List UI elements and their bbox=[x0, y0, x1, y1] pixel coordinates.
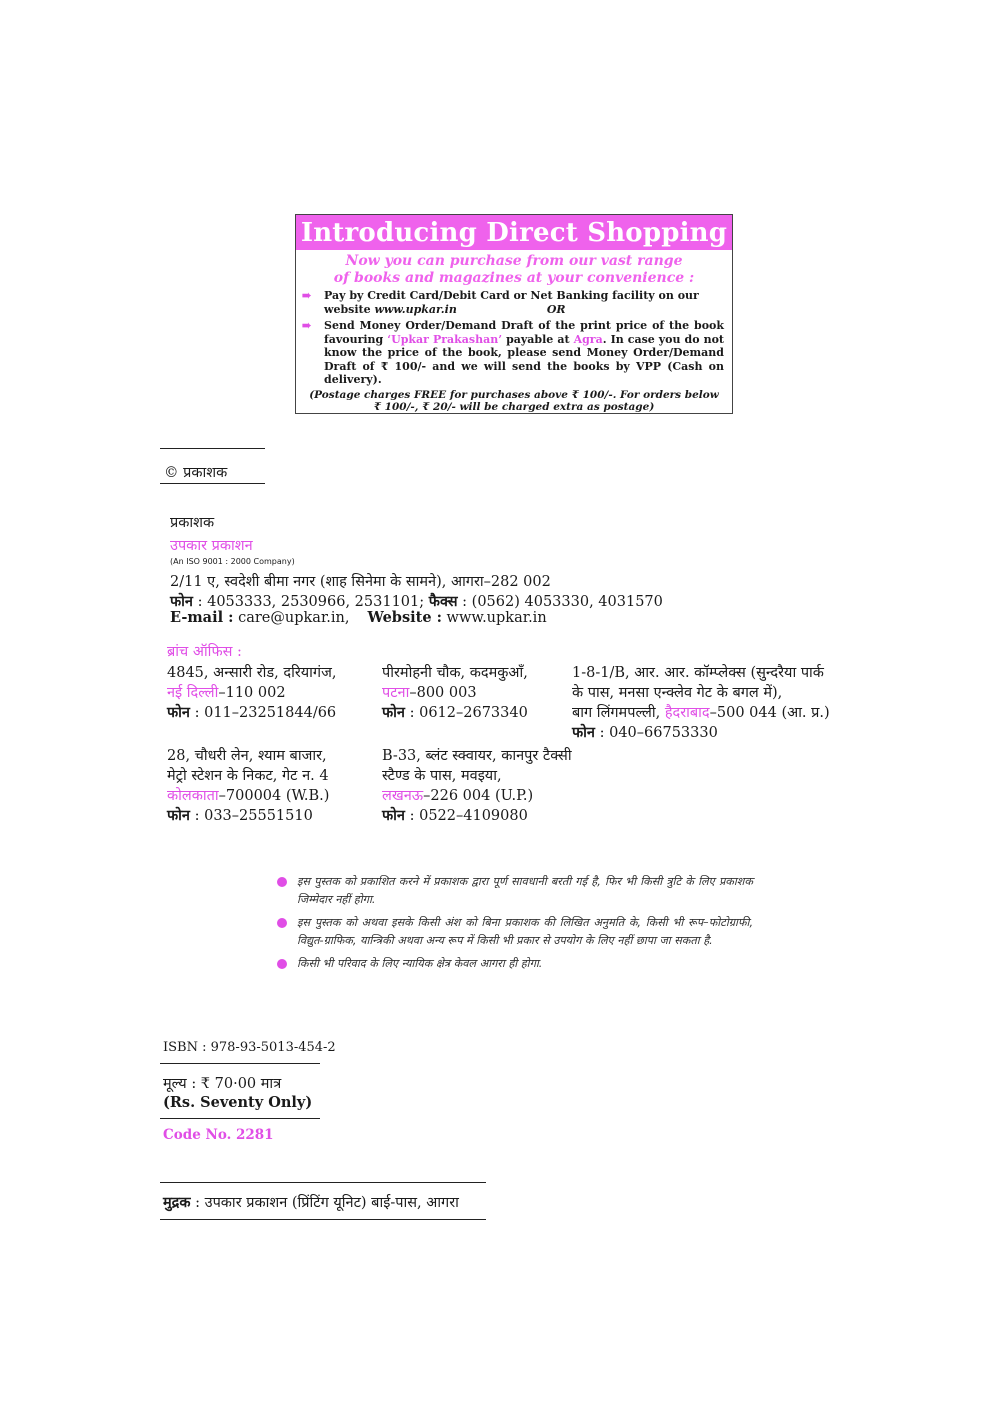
branch-pin: –110 002 bbox=[218, 685, 286, 701]
note-item bbox=[277, 873, 753, 909]
website-label: Website : bbox=[367, 609, 442, 626]
note-item bbox=[277, 914, 753, 950]
ad-payable-city: Agra bbox=[573, 332, 603, 346]
branch-pin: –700004 (W.B.) bbox=[218, 788, 330, 804]
branch-address: पीरमोहनी चौक, कदमकुआँ, bbox=[382, 665, 528, 681]
branch-address-line-3: बाग लिंगमपल्ली, bbox=[572, 705, 665, 721]
ad-subtitle bbox=[296, 253, 732, 287]
phone-label: फोन bbox=[382, 704, 405, 721]
branch-address: 28, चौधरी लेन, श्याम बाजार, bbox=[167, 748, 327, 764]
divider bbox=[160, 1063, 320, 1064]
printer-label: मुद्रक bbox=[163, 1194, 191, 1211]
ad-website-link[interactable]: www.upkar.in bbox=[374, 302, 457, 316]
ad-item-online-website bbox=[324, 303, 724, 317]
note-text: किसी भी परिवाद के लिए न्यायिक क्षेत्र केवल आगरा ही होगा. bbox=[297, 957, 543, 970]
publisher-contact bbox=[170, 609, 547, 626]
publisher-email[interactable]: care@upkar.in, bbox=[233, 610, 350, 626]
branch-phone: : 033–25551510 bbox=[189, 808, 313, 824]
note-item bbox=[277, 955, 753, 973]
price-english: (Rs. Seventy Only) bbox=[163, 1094, 313, 1111]
divider bbox=[160, 483, 265, 484]
ad-money-order-rest: . In case you do not know the price of the book, please send Money Order/Demand Draft of ₹ 100/- and we will send the books by VPP (Cash on delivery). bbox=[324, 332, 725, 386]
bullet-icon bbox=[277, 918, 287, 928]
branch-hyderabad bbox=[572, 663, 830, 743]
branch-delhi bbox=[167, 663, 336, 723]
ad-item-online-text: Pay by Credit Card/Debit Card or Net Banking facility on our bbox=[324, 289, 699, 302]
arrow-icon: ➠ bbox=[302, 319, 312, 332]
ad-subtitle-line-2: of books and magazines at your convenience : bbox=[333, 270, 695, 286]
note-text: इस पुस्तक को प्रकाशित करने में प्रकाशक द्वारा पूर्ण सावधानी बरती गई है, फिर भी किसी त्रुटि के लिए प्रकाशक जिम्मेदार नहीं होगा. bbox=[297, 875, 753, 906]
phone-label: फोन bbox=[382, 807, 405, 824]
publisher-address: 2/11 ए, स्वदेशी बीमा नगर (शाह सिनेमा के सामने), आगरा–282 002 bbox=[170, 574, 551, 590]
branch-heading: ब्रांच ऑफिस : bbox=[167, 644, 242, 660]
ad-postage-note-line-1: (Postage charges FREE for purchases above ₹ 100/-. For orders below bbox=[309, 388, 719, 401]
branch-phone: : 0522–4109080 bbox=[404, 808, 528, 824]
phone-label: फोन bbox=[170, 593, 193, 610]
copyright-text: © प्रकाशक bbox=[164, 465, 228, 481]
ad-item-money-order bbox=[296, 319, 732, 387]
publisher-website[interactable]: www.upkar.in bbox=[441, 610, 547, 626]
branch-city: लखनऊ bbox=[382, 788, 424, 804]
branch-lucknow bbox=[382, 746, 572, 826]
ad-payee-name: ‘Upkar Prakashan’ bbox=[387, 332, 503, 346]
branch-phone: : 011–23251844/66 bbox=[189, 705, 337, 721]
legal-notes bbox=[277, 873, 753, 978]
bullet-icon bbox=[277, 959, 287, 969]
branch-address-line-2: स्टैण्ड के पास, मवइया, bbox=[382, 768, 502, 784]
branch-phone: : 0612–2673340 bbox=[404, 705, 528, 721]
publisher-phone-fax bbox=[170, 591, 663, 611]
ad-title: Introducing Direct Shopping bbox=[296, 215, 732, 250]
divider bbox=[160, 1219, 486, 1220]
branch-pin: –500 044 (आ. प्र.) bbox=[709, 705, 830, 721]
bullet-icon bbox=[277, 877, 287, 887]
ad-item-online bbox=[296, 289, 732, 316]
branch-address-line-2: के पास, मनसा एन्क्लेव गेट के बगल में), bbox=[572, 685, 783, 701]
divider bbox=[160, 1182, 486, 1183]
branch-city: नई दिल्ली bbox=[167, 685, 219, 701]
arrow-icon: ➠ bbox=[302, 289, 312, 302]
printer-text: : उपकार प्रकाशन (प्रिंटिंग यूनिट) बाई-पास, आगरा bbox=[190, 1195, 459, 1211]
phone-label: फोन bbox=[167, 807, 190, 824]
branch-patna bbox=[382, 663, 528, 723]
branch-pin: –226 004 (U.P.) bbox=[423, 788, 534, 804]
branch-address: 4845, अन्सारी रोड, दरियागंज, bbox=[167, 665, 337, 681]
publisher-name: उपकार प्रकाशन bbox=[170, 538, 253, 554]
divider bbox=[160, 1118, 320, 1119]
branch-address: B-33, ब्लंट स्क्वायर, कानपुर टैक्सी bbox=[382, 748, 572, 764]
publisher-iso: (An ISO 9001 : 2000 Company) bbox=[170, 557, 295, 566]
price: मूल्य : ₹ 70·00 मात्र bbox=[163, 1076, 282, 1092]
branch-kolkata bbox=[167, 746, 329, 826]
note-text: इस पुस्तक को अथवा इसके किसी अंश को बिना प्रकाशक की लिखित अनुमति के, किसी भी रूप–फोटोग्राफी, विद्युत-ग्राफिक, यान्त्रिकी अथवा अन्य रूप में किसी भी प्रकार से उपयोग के लिए नहीं छापा जा सकता है. bbox=[297, 916, 753, 947]
ad-payable-at: payable at bbox=[502, 332, 574, 346]
branch-pin: –800 003 bbox=[409, 685, 477, 701]
publisher-label: प्रकाशक bbox=[170, 515, 215, 531]
ad-or-text: OR bbox=[546, 302, 566, 316]
ad-money-order-text: Send Money Order/Demand Draft of the print price of the book favouring bbox=[324, 319, 724, 346]
printer-info bbox=[163, 1192, 459, 1212]
branch-address-line-2: मेट्रो स्टेशन के निकट, गेट न. 4 bbox=[167, 768, 329, 784]
ad-postage-note-line-2: ₹ 100/-, ₹ 20/- will be charged extra as postage) bbox=[373, 401, 655, 413]
publisher-phone: : 4053333, 2530966, 2531101; bbox=[192, 594, 429, 610]
isbn: ISBN : 978-93-5013-454-2 bbox=[163, 1040, 336, 1055]
branch-city: कोलकाता bbox=[167, 788, 219, 804]
direct-shopping-ad bbox=[295, 214, 733, 414]
publisher-fax: : (0562) 4053330, 4031570 bbox=[457, 594, 663, 610]
email-label: E-mail : bbox=[170, 609, 234, 626]
code-number: Code No. 2281 bbox=[163, 1127, 274, 1143]
phone-label: फोन bbox=[572, 724, 595, 741]
fax-label: फैक्स bbox=[428, 593, 458, 610]
branch-city: हैदराबाद bbox=[664, 705, 710, 721]
branch-city: पटना bbox=[382, 685, 410, 701]
branch-phone: : 040–66753330 bbox=[594, 725, 718, 741]
ad-subtitle-line-1: Now you can purchase from our vast range bbox=[345, 253, 683, 269]
phone-label: फोन bbox=[167, 704, 190, 721]
ad-postage-note bbox=[296, 389, 732, 414]
divider bbox=[160, 448, 265, 449]
branch-address: 1-8-1/B, आर. आर. कॉम्प्लेक्स (सुन्दरैया पार्क bbox=[572, 665, 824, 681]
ad-website-label: website bbox=[324, 302, 375, 316]
